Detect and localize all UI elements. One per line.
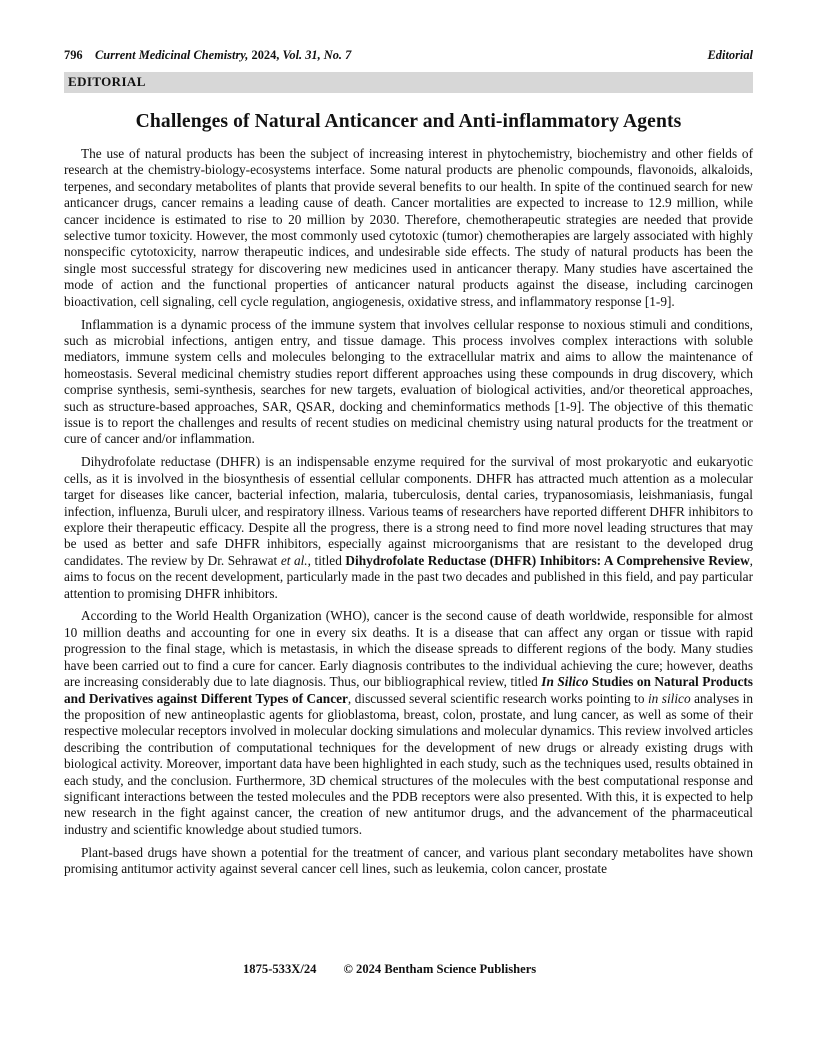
section-label: EDITORIAL <box>68 74 146 89</box>
paragraph: Dihydrofolate reductase (DHFR) is an indispensable enzyme required for the survival of most prokaryotic and eukaryotic cells, as it is involved in the biosynthesis of essential cellular components. DHFR has attracted much attention as a molecular target for diseases like cancer, bacterial infection, malaria, tuberculosis, dental caries, trypanosomiasis, leishmaniasis, fungal infection, influenza, Buruli ulcer, and respiratory illness. Various teams of researchers have reported different DHFR inhibitors to explore their therapeutic efficacy. Despite all the progress, there is a strong need to find more novel leading structures that may be used as better and safe DHFR inhibitors, especially against microorganisms that are resistant to the developed drug candidates. The review by Dr. Sehrawat et al., titled Dihydrofolate Reductase (DHFR) Inhibitors: A Comprehensive Review, aims to focus on the recent development, particularly made in the past two decades and published in this field, and pay particular attention to promising DHFR inhibitors. <box>64 454 753 601</box>
page-footer <box>243 962 536 977</box>
issn-label: 1875-533X/24 <box>243 962 317 976</box>
running-head <box>64 48 753 63</box>
page-title: Challenges of Natural Anticancer and Anti-inflammatory Agents <box>135 111 682 132</box>
paragraph: Plant-based drugs have shown a potential for the treatment of cancer, and various plant secondary metabolites have shown promising antitumor activity against several cancer cell lines, such as leukemia, colon cancer, prostate <box>64 844 753 877</box>
paragraph: According to the World Health Organization (WHO), cancer is the second cause of death worldwide, responsible for almost 10 million deaths and accounting for one in every six deaths. It is a disease that can affect any organ or tissue with rapid progression to the final stage, which is metastasis, in which the disease spreads to different regions of the body. Many studies have been carried out to find a cure for cancer. Early diagnosis contributes to the individual achieving the cure; however, deaths are increasing considerably due to late diagnosis. Thus, our bibliographical review, titled In Silico Studies on Natural Products and Derivatives against Different Types of Cancer, discussed several scientific research works pointing to in silico analyses in the proposition of new antineoplastic agents for glioblastoma, breast, colon, prostate, and lung cancer, as well as some of their respective molecular receptors involved in molecular docking simulations and molecular dynamics. This review involved articles describing the contribution of computational techniques for the development of new drugs or already existing drugs with biological activity. Moreover, important data have been highlighted in each study, such as the techniques used, results obtained in each study, and the conclusion. Furthermore, 3D chemical structures of the molecules with the best computational response and significant interactions between the tested molecules and the PDB receptors were also presented. With this, it is expected to help new research in the fight against cancer, the creation of new antitumor drugs, and the advancement of the pharmaceutical industry and scientific knowledge about studied tumors. <box>64 608 753 837</box>
paragraph: Inflammation is a dynamic process of the immune system that involves cellular response to noxious stimuli and conditions, such as microbial infections, antigen entry, and tissue damage. This process involves complex interactions with soluble mediators, immune system cells and molecules belonging to the extracellular matrix and aims to allow the maintenance of homeostasis. Several medicinal chemistry studies report different approaches using these compounds in drug discovery, which comprise synthesis, semi-synthesis, searches for new targets, evaluation of biological activities, and/or theoretical approaches, such as structure-based approaches, SAR, QSAR, docking and cheminformatics methods [1-9]. The objective of this thematic issue is to report the challenges and results of recent studies on medicinal chemistry using natural products for the treatment or cure of cancer and/or inflammation. <box>64 316 753 447</box>
paragraph: The use of natural products has been the subject of increasing interest in phytochemistry, biochemistry and other fields of research at the chemistry-biology-ecosystems interface. Some natural products are phenolic compounds, flavonoids, alkaloids, terpenes, and secondary metabolites of plants that provide several benefits to our health. In spite of the continued search for new anticancer drugs, cancer remains a leading cause of death. Cancer mortalities are expected to increase to 12.9 million, while cancer incidence is estimated to rise to 20 million by 2030. Therefore, chemotherapeutic strategies are needed that provide selective tumor toxicity. However, the most commonly used cytotoxic (tumor) chemotherapies are largely associated with highly nonspecific cytotoxicity, narrow therapeutic indices, and undesirable side effects. The study of natural products has been the single most successful strategy for discovering new medicines used in anticancer therapy. Many studies have ascertained the mode of action and the functional properties of anticancer natural products against the disease, including carcinogen bioactivation, cell signaling, cell cycle regulation, angiogenesis, oxidative stress, and inflammatory response [1-9]. <box>64 146 753 309</box>
running-head-left: 796 Current Medicinal Chemistry, 2024, Vol. 31, No. 7 <box>64 48 352 62</box>
section-label-bar <box>64 72 753 93</box>
running-head-right <box>708 48 753 63</box>
article-body <box>64 146 753 877</box>
running-head-section: Editorial <box>707 48 753 62</box>
copyright-label: © 2024 Bentham Science Publishers <box>343 962 537 976</box>
